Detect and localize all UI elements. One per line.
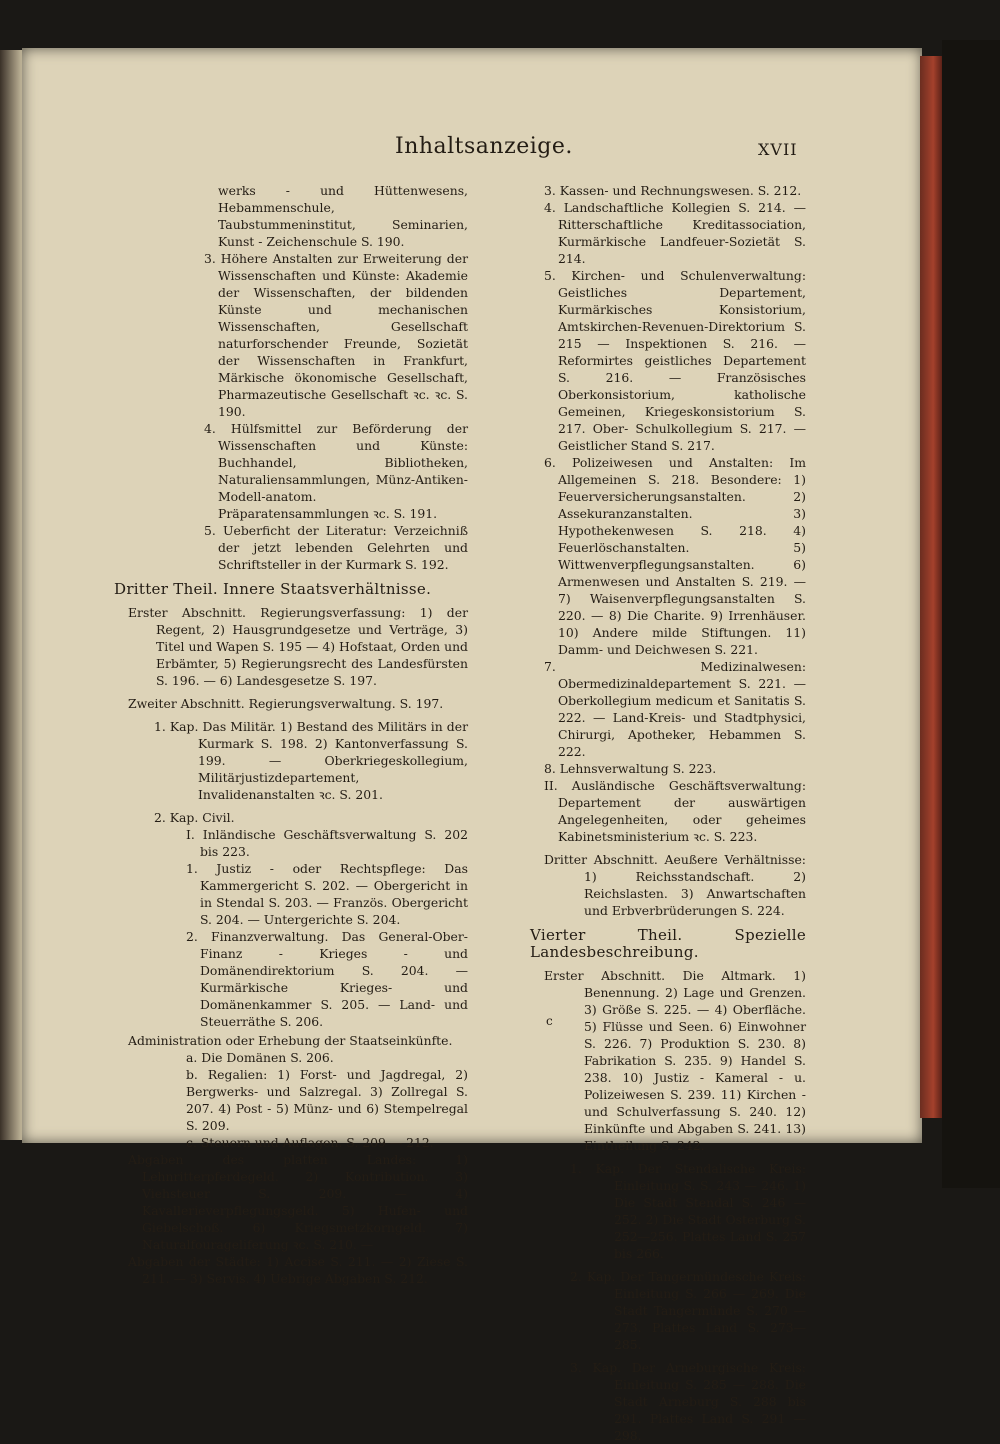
right-entry-section: Erster Abschnitt. Die Altmark. 1) Benennung. 2) Lage und Grenzen. 3) Größe S. 225. — 4) Oberfläche. 5) Flüsse und Seen. 6) Einwohner S. 226. 7) Produktion S. 230. 8) Fabrikation S. 235. 9) Handel S. 238. 10) Justiz - Kameral - u. Polizeiwesen S. 239. 11) Kirchen - und Schulverfassung S. 240. 12) Einkünfte und Abgaben S. 241. 13) Eintheilung S. 242. xyxy=(544,968,806,1153)
left-entry-hang: Abgaben der Städte: 1) Accise S. 211. — 2) Ziese S. 211. — 3) Servis. 4) Uebrige Abgaben S. 212. xyxy=(128,1254,468,1286)
left-entry-subsub: a. Die Domänen S. 206. xyxy=(186,1050,334,1065)
right-entry-hang: 3. Kassen- und Rechnungswesen. S. 212. xyxy=(544,183,802,198)
left-entry-item: 5. Ueberficht der Literatur: Verzeichniß der jetzt lebenden Gelehrten und Schriftsteller in der Kurmark S. 192. xyxy=(204,523,468,572)
left-entry-sub: 1. Justiz - oder Rechtspflege: Das Kammergericht S. 202. — Obergericht in in Stendal S. 203. — Französ. Obergericht S. 204. — Untergerichte S. 204. xyxy=(186,861,468,927)
right-entry-hang: 5. Kirchen- und Schulenverwaltung: Geistliches Departement, Kurmärkisches Konsistorium, Amtskirchen-Revenuen-Direktorium S. 215 — Inspektionen S. 216. — Reformirtes geistliches Departement S. 216. — Französisches Oberkonsistorium, katholische Gemeinen, Kriegeskonsistorium S. 217. Ober- Schulkollegium S. 217. — Geistlicher Stand S. 217. xyxy=(544,268,806,453)
left-entry-sub: 2. Finanzverwaltung. Das General-Ober-Finanz - Krieges - und Domänendirektorium S. 204. — Kurmärkische Krieges- und Domänenkammer S. 205. — Land- und Steuerräthe S. 206. xyxy=(186,929,468,1029)
left-entry-section: Zweiter Abschnitt. Regierungsverwaltung. S. 197. xyxy=(128,696,444,711)
right-column xyxy=(530,182,806,1444)
left-entry-item: 4. Hülfsmittel zur Beförderung der Wissenschaften und Künste: Buchhandel, Bibliotheken, Naturaliensammlungen, Münz-Antiken-Modell-anatom. Präparatensammlungen ꝛc. S. 191. xyxy=(204,421,468,521)
page-number: XVII xyxy=(758,140,798,159)
left-entry-part: Dritter Theil. Innere Staatsverhältnisse. xyxy=(114,580,432,598)
right-entry-hang: 8. Lehnsverwaltung S. 223. xyxy=(544,761,717,776)
left-entry-cont: werks - und Hüttenwesens, Hebammenschule, Taubstummeninstitut, Seminarien, Kunst - Zeichenschule S. 190. xyxy=(218,183,468,249)
right-entry-hang: 7. Medizinalwesen: Obermedizinaldepartement S. 221. — Oberkollegium medicum et Sanitatis S. 222. — Land-Kreis- und Stadtphysici, Chirurgi, Apotheker, Hebammen S. 222. xyxy=(544,659,806,759)
left-entry-subsub: b. Regalien: 1) Forst- und Jagdregal, 2) Bergwerks- und Salzregal. 3) Zollregal S. 207. 4) Post - 5) Münz- und 6) Stempelregal S. 209. xyxy=(186,1067,468,1133)
left-entry-kap: 1. Kap. Das Militär. 1) Bestand des Militärs in der Kurmark S. 198. 2) Kantonverfassung S. 199. — Oberkriegeskollegium, Militärjustizdepartement, Invalidenanstalten ꝛc. S. 201. xyxy=(154,719,468,802)
left-column xyxy=(114,182,468,1287)
left-entry-section: Erster Abschnitt. Regierungsverfassung: 1) der Regent, 2) Hausgrundgesetze und Verträge, 3) Titel und Wapen S. 195 — 4) Hofstaat, Orden und Erbämter, 5) Regierungsrecht des Landesfürsten S. 196. — 6) Landesgesetze S. 197. xyxy=(128,605,468,688)
right-entry-part: Vierter Theil. Spezielle Landesbeschreibung. xyxy=(530,926,806,961)
right-entry-hang: 4. Landschaftliche Kollegien S. 214. — Ritterschaftliche Kreditassociation, Kurmärkische Landfeuer-Sozietät S. 214. xyxy=(544,200,806,266)
left-entry-kap: 2. Kap. Civil. xyxy=(154,810,235,825)
book-cover-edge xyxy=(920,56,942,1118)
right-entry-section: Dritter Abschnitt. Aeußere Verhältnisse: 1) Reichsstandschaft. 2) Reichslasten. 3) Anwartschaften und Erbverbrüderungen S. 224. xyxy=(544,852,806,918)
page-title: Inhaltsanzeige. xyxy=(395,134,573,159)
left-entry-plain: Administration oder Erhebung der Staatseinkünfte. xyxy=(128,1033,453,1048)
left-entry-hang: Abgaben des platten Landes: 1) Lehnritterpferdegeld. 2) Kontribution. 3) Viehsteuer S. 209. — 4) Kavallerieverpflegungsgeld. 5) Hufen- und Giebelschoß. 6) Kriegsmetzkorngeld. 7) Naturalfourageliferung ꝛc. S. 210. — xyxy=(128,1152,468,1252)
signature-mark: c xyxy=(546,1014,553,1028)
right-entry-hang: II. Ausländische Geschäftsverwaltung: Departement der auswärtigen Angelegenheiten, oder geheimes Kabinetsministerium ꝛc. S. 223. xyxy=(544,778,806,844)
right-entry-kap: 3. Kap. Der Arneburgische Kreis: Einleitung S. 285 — 288. Die Stadt Arneburg S. 288 bis 291. Plattes Land S. 291 — 298. xyxy=(570,1360,806,1443)
right-entry-kap: 2. Kap. Der Tangermündesche Kreis: Einleitung S. 266 — 269. Die Stadt Tangermünde S. 270 — 273. Plattes Land S. 273—285. xyxy=(570,1269,806,1352)
background-dark xyxy=(942,40,1000,1188)
right-entry-kap: 1. Kap. Der Stendalische Kreis: Einleitung S. S. 243 — 246. 1) Die Stadt Stendal S. 246 — 252. 2) Die Stadt Osterburg S. 252—256. Plattes Land S. 257 bis 266. xyxy=(570,1161,806,1261)
right-entry-hang: 6. Polizeiwesen und Anstalten: Im Allgemeinen S. 218. Besondere: 1) Feuerversicherungsanstalten. 2) Assekuranzanstalten. 3) Hypothekenwesen S. 218. 4) Feuerlöschanstalten. 5) Wittwenverpflegungsanstalten. 6) Armenwesen und Anstalten S. 219. — 7) Waisenverpflegungsanstalten S. 220. — 8) Die Charite. 9) Irrenhäuser. 10) Andere milde Stiftungen. 11) Damm- und Deichwesen S. 221. xyxy=(544,455,806,657)
left-entry-subsub: c. Steuern und Auflagen. S. 209 — 212. xyxy=(186,1135,434,1150)
left-entry-sub: I. Inländische Geschäftsverwaltung S. 202 bis 223. xyxy=(186,827,468,859)
left-entry-item: 3. Höhere Anstalten zur Erweiterung der Wissenschaften und Künste: Akademie der Wissenschaften, der bildenden Künste und mechanischen Wissenschaften, Gesellschaft naturforschender Freunde, Sozietät der Wissenschaften in Frankfurt, Märkische ökonomische Gesellschaft, Pharmazeutische Gesellschaft ꝛc. ꝛc. S. 190. xyxy=(204,251,468,419)
